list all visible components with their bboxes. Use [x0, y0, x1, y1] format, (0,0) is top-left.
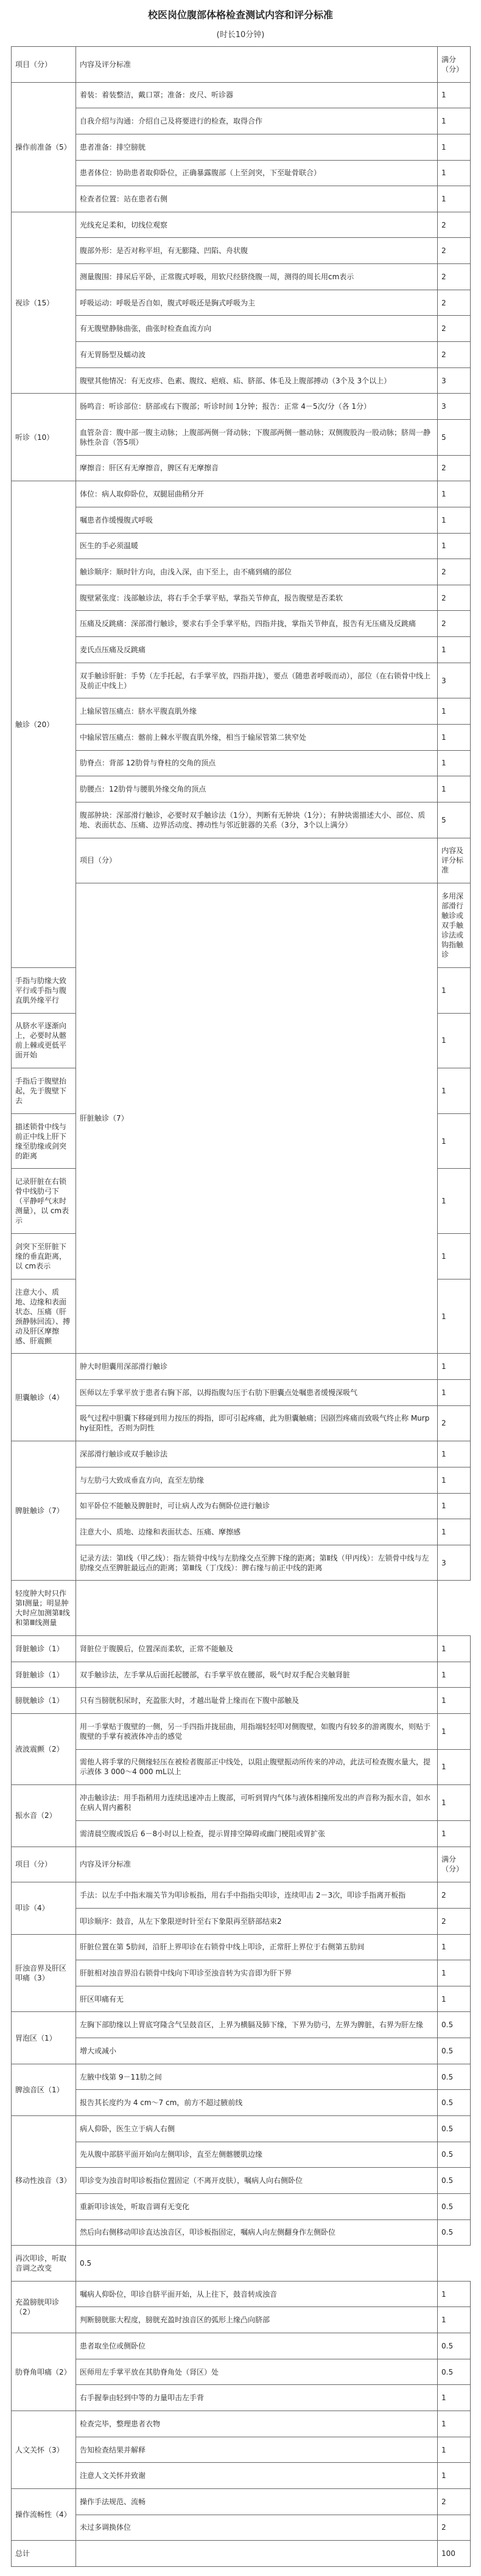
criteria-cell: 如平卧位不能触及脾脏时，可让病人改为右侧卧位进行触诊: [76, 1493, 438, 1519]
criteria-cell: 自我介绍与沟通：介绍自己及将要进行的检查，取得合作: [76, 108, 438, 134]
score-cell: 1: [438, 1662, 471, 1688]
score-cell: 0.5: [438, 2168, 471, 2194]
score-cell: 1: [438, 1749, 471, 1785]
criteria-cell: 手法：以左手中指末端关节为叩诊板指，用右手中指指尖叩诊，连续叩击 2－3次，叩诊手指离开板指: [76, 1882, 438, 1909]
criteria-cell: 有无腹壁静脉曲张，曲张时检查血流方向: [76, 316, 438, 342]
category-cell: 移动性浊音（3）: [12, 2116, 76, 2246]
criteria-cell: 肾脏位于腹膜后，位置深而柔软，正常不能触及: [76, 1636, 438, 1662]
criteria-cell: 医生的手必须温暖: [76, 533, 438, 559]
score-cell: 1: [438, 1519, 471, 1545]
score-cell: 1: [438, 1441, 471, 1467]
header-content: 内容及评分标准: [76, 47, 438, 83]
table-row: [12, 316, 471, 342]
score-cell: 3: [438, 367, 471, 394]
table-row: [12, 238, 471, 264]
score-cell: 1: [438, 1354, 471, 1380]
table-row: [12, 290, 471, 316]
criteria-cell: 吸气过程中胆囊下移碰到用力按压的拇指，即可引起疼痛，此为胆囊触痛；因剧烈疼痛而致吸气终止称 Murphy征阳性，否则为阴性: [76, 1405, 438, 1441]
criteria-cell: 轻度肿大时只作第Ⅰ测量；明显肿大时应加测第Ⅱ线和第Ⅲ线测量: [12, 1581, 76, 1636]
criteria-cell: 肠鸣音：听诊部位：脐部或右下腹部；听诊时间 1分钟；报告：正常 4－5次/分（各 1分）: [76, 394, 438, 420]
criteria-cell: 双手触诊肝脏：手势（左手托起，右手掌平放，四指并拢），要点（随患者呼吸而动），部位（在右锁骨中线上及前正中线上）: [76, 663, 438, 698]
category-cell: 胆囊触诊（4）: [12, 1354, 76, 1441]
score-cell: 1: [438, 967, 471, 1013]
table-row: [12, 2333, 471, 2359]
criteria-cell: 嘱患者作缓慢腹式呼吸: [76, 507, 438, 533]
category-cell: 触诊（20）: [12, 481, 76, 968]
score-cell: 2: [438, 2515, 471, 2541]
criteria-cell: 先从腹中部脐平面开始向左侧叩诊，直至左侧髂腰肌边缘: [76, 2142, 438, 2168]
criteria-cell: 叩诊顺序：鼓音，从左下象限逆时针至右下象限再至脐部结束2: [76, 1908, 438, 1934]
criteria-cell: 患者体位：协助患者取仰卧位，正确暴露腹部（上至剑突，下至耻骨联合）: [76, 160, 438, 186]
criteria-cell: 腹壁紧张度：浅部触诊法，将右手全手掌平贴，掌指关节伸直，报告腹壁是否柔软: [76, 585, 438, 611]
criteria-cell: 压痛及反跳痛：深部滑行触诊，要求右手全手掌平贴，四指并拢，掌指关节伸直，报告有无压痛及反跳痛: [76, 611, 438, 637]
score-cell: 1: [438, 2437, 471, 2463]
score-cell: 1: [438, 1013, 471, 1068]
table-row: [12, 2246, 471, 2282]
table-row: [12, 1354, 471, 1380]
score-cell: 2: [438, 559, 471, 585]
criteria-cell: 摩擦音：肝区有无摩擦音，脾区有无摩擦音: [76, 455, 438, 481]
score-cell: 2: [438, 1908, 471, 1934]
score-cell: 0.5: [438, 2090, 471, 2116]
score-cell: 3: [438, 1545, 471, 1581]
category-cell: 肾脏触诊（1）: [12, 1636, 76, 1662]
table-row: [12, 1882, 471, 1909]
score-cell: 2: [438, 1405, 471, 1441]
table-row: [12, 611, 471, 637]
criteria-cell: 增大或减小: [76, 2038, 438, 2064]
table-row: [12, 2168, 471, 2194]
category-cell: 叩诊（4）: [12, 1882, 76, 1934]
table-row: [12, 212, 471, 238]
criteria-cell: 手指与肋缘大致平行或手指与腹直肌外缘平行: [12, 967, 76, 1013]
criteria-cell: 需清晨空腹或饭后 6－8小时以上检查，提示胃排空障碍或幽门梗阻或胃扩张: [76, 1820, 438, 1847]
category-cell: 听诊（10）: [12, 394, 76, 481]
criteria-cell: 触诊顺序：顺时针方向，由浅入深，由下至上，由不痛到痛的部位: [76, 559, 438, 585]
criteria-cell: 注意大小、质地、边缘和表面状态、压痛（肝颈静脉回流）、搏动及肝区摩擦感、肝震颤: [12, 1279, 76, 1354]
table-row: [12, 507, 471, 533]
criteria-cell: 记录方法：第Ⅰ线（甲乙线）：指左锁骨中线与左肋缘交点至脾下缘的距离；第Ⅱ线（甲丙线）：左锁骨中线与左肋缘交点至脾脏最远点的距离；第Ⅲ线（丁戊线）：脾右缘与前正中线的距离: [76, 1545, 438, 1581]
header-content: 内容及评分标准: [438, 838, 471, 883]
score-cell: 1: [438, 1379, 471, 1405]
criteria-cell: 注意人文关怀并致谢: [76, 2463, 438, 2489]
score-cell: 1: [438, 533, 471, 559]
table-row: [12, 481, 471, 507]
criteria-cell: 然后向右侧移动叩诊直达浊音区，叩诊板指固定，嘱病人向左侧翻身作左侧卧位: [76, 2219, 438, 2246]
criteria-cell: 检查者位置：站在患者右侧: [76, 186, 438, 212]
criteria-cell: 患者准备：排空膀胱: [76, 134, 438, 160]
score-cell: 1: [438, 507, 471, 533]
score-cell: 0.5: [438, 2142, 471, 2168]
table-row: [12, 342, 471, 368]
score-cell: 5: [438, 419, 471, 455]
score-cell: 1: [438, 2307, 471, 2333]
table-row: [12, 134, 471, 160]
criteria-cell: 右手握拳由轻到中等的力量叩击左手背: [76, 2385, 438, 2411]
score-cell: 0.5: [438, 2064, 471, 2090]
score-cell: 1: [438, 108, 471, 134]
criteria-cell: 与左肋弓大致成垂直方向，直至左肋缘: [76, 1467, 438, 1493]
score-cell: 1: [438, 1169, 471, 1234]
score-cell: 2: [438, 290, 471, 316]
score-cell: 1: [438, 637, 471, 663]
table-row: [12, 637, 471, 663]
table-row: [12, 1960, 471, 1986]
score-cell: 1: [438, 2463, 471, 2489]
table-row: [12, 1405, 471, 1441]
table-row: [12, 2488, 471, 2515]
criteria-cell: 上输尿管压痛点：脐水平腹直肌外缘: [76, 698, 438, 725]
table-row: [12, 455, 471, 481]
table-row: [12, 419, 471, 455]
table-row: [12, 750, 471, 776]
table-row: [12, 1636, 471, 1662]
total-row: [12, 2541, 471, 2567]
criteria-cell: 肋腰点：12肋骨与腰肌外缘交角的顶点: [76, 776, 438, 802]
score-cell: 2: [438, 611, 471, 637]
score-cell: 1: [438, 776, 471, 802]
table-row: [12, 2359, 471, 2385]
total-score: 100: [438, 2541, 471, 2567]
criteria-cell: 测量腹围：排尿后平卧，正常腹式呼吸，用软尺经脐绕腹一周，测得的周长用cm表示: [76, 264, 438, 290]
header-item: 项目（分）: [12, 47, 76, 83]
criteria-cell: 腹部外形：是否对称平坦，有无膨隆、凹陷、舟状腹: [76, 238, 438, 264]
criteria-cell: 只有当膀胱积尿时，充盈胀大时，才越出耻骨上缘而在下腹中部触及: [76, 1688, 438, 1714]
table-row: [12, 160, 471, 186]
criteria-cell: 光线充足柔和，切线位观察: [76, 212, 438, 238]
table-header-row: [12, 1847, 471, 1882]
criteria-cell: 叩诊变为浊音时叩诊板指位置固定（不离开皮肤），嘱病人向右侧卧位: [76, 2168, 438, 2194]
table-row: [12, 559, 471, 585]
criteria-cell: 腹部肿块：深部滑行触诊，必要时双手触诊法（1分），判断有无肿块（1分）；有肿块需描述大小、部位、质地、表面状态、压痛、边界活动度、搏动性与邻近脏器的关系（3分，3个以上满分）: [76, 802, 438, 838]
criteria-cell: 病人仰卧，医生立于病人右侧: [76, 2116, 438, 2142]
table-row: [12, 585, 471, 611]
score-cell: 1: [438, 1068, 471, 1114]
table-row: [12, 1441, 471, 1467]
score-cell: 0.5: [438, 2219, 471, 2246]
category-cell: 肾脏触诊（1）: [12, 1662, 76, 1688]
category-cell: 膀胱触诊（1）: [12, 1688, 76, 1714]
criteria-cell: 需他人将手掌的尺侧缘轻压在被检者腹部正中线处，以阻止腹壁振动所传来的冲动，此法可检查腹水量大，提示液体 3 000～4 000 mL以上: [76, 1749, 438, 1785]
header-item: 项目（分）: [76, 838, 438, 883]
table-row: [12, 725, 471, 751]
criteria-cell: 操作手法规范、流畅: [76, 2488, 438, 2515]
score-cell: 1: [438, 1493, 471, 1519]
table-row: [12, 1934, 471, 1960]
score-cell: 1: [438, 1688, 471, 1714]
score-cell: 2: [438, 316, 471, 342]
table-row: [12, 1820, 471, 1847]
criteria-cell: 着装：着装整洁，戴口罩；准备：皮尺、听诊器: [76, 82, 438, 108]
score-cell: 0.5: [438, 2116, 471, 2142]
score-cell: 1: [438, 1113, 471, 1169]
criteria-cell: 肝区叩痛有无: [76, 1986, 438, 2012]
score-cell: 0.5: [438, 2333, 471, 2359]
table-row: [12, 2385, 471, 2411]
score-cell: 1: [438, 160, 471, 186]
score-cell: 2: [438, 238, 471, 264]
category-cell: 肝脏触诊（7）: [76, 883, 438, 1354]
table-row: [12, 2064, 471, 2090]
table-row: [12, 82, 471, 108]
criteria-cell: 剑突下至肝脏下缘的垂直距离，以 cm表示: [12, 1234, 76, 1279]
criteria-cell: 告知检查结果并解释: [76, 2437, 438, 2463]
criteria-cell: 中输尿管压痛点：髂前上棘水平腹直肌外缘，相当于输尿管第二狭窄处: [76, 725, 438, 751]
category-cell: 振水音（2）: [12, 1785, 76, 1847]
table-row: [12, 1519, 471, 1545]
table-row: [12, 1749, 471, 1785]
table-row: [12, 1493, 471, 1519]
table-row: [12, 186, 471, 212]
header-item: 项目（分）: [12, 1847, 76, 1882]
table-row: [12, 1714, 471, 1750]
criteria-cell: 肋脊点：背部 12肋骨与脊柱的交角的顶点: [76, 750, 438, 776]
score-cell: 2: [438, 2488, 471, 2515]
score-cell: 2: [438, 585, 471, 611]
table-header-row: [12, 838, 471, 883]
criteria-cell: 冲击触诊法：用手指稍用力连续迅速冲击上腹部，可听到胃内气体与液体相撞所发出的声音称为振水音，如水在病人胃内蓄积: [76, 1785, 438, 1821]
table-row: [12, 1688, 471, 1714]
score-cell: 3: [438, 663, 471, 698]
criteria-cell: 左胸下部肋缘以上胃底穹隆含气呈鼓音区，上界为横膈及肺下缘，下界为肋弓，左界为脾脏，右界为肝左缘: [76, 2012, 438, 2038]
score-cell: 0.5: [76, 2246, 438, 2282]
score-cell: 2: [438, 264, 471, 290]
criteria-cell: 血管杂音：腹中部一腹主动脉；上腹部两侧一肾动脉；下腹部两侧一髂动脉；双侧腹股沟一股动脉；脐周一静脉性杂音（答5项）: [76, 419, 438, 455]
category-cell: 操作流畅性（4）: [12, 2488, 76, 2540]
criteria-cell: 深部滑行触诊或双手触诊法: [76, 1441, 438, 1467]
category-cell: 胃泡区（1）: [12, 2012, 76, 2064]
criteria-cell: 检查完毕，整理患者衣物: [76, 2411, 438, 2437]
table-row: [12, 2193, 471, 2219]
score-cell: 0.5: [438, 2012, 471, 2038]
score-cell: 1: [438, 481, 471, 507]
score-cell: 1: [438, 1986, 471, 2012]
criteria-cell: 描述锁骨中线与前正中线上肝下缘至肋缘或剑突的距离: [12, 1113, 76, 1169]
criteria-cell: 判断膀胱胀大程度，膀胱充盈时浊音区的弧形上缘凸向脐部: [76, 2307, 438, 2333]
criteria-cell: 注意大小、质地、边缘和表面状态、压痛、摩擦感: [76, 1519, 438, 1545]
score-cell: 0.5: [438, 2359, 471, 2385]
score-cell: 2: [438, 455, 471, 481]
score-cell: 2: [438, 212, 471, 238]
criteria-cell: 肿大时胆囊用深部滑行触诊: [76, 1354, 438, 1380]
score-cell: 1: [438, 1234, 471, 1279]
score-cell: 1: [438, 2411, 471, 2437]
category-cell: 视诊（15）: [12, 212, 76, 393]
table-row: [12, 776, 471, 802]
criteria-cell: 嘱病人仰卧位，叩诊自脐平面开始，从上往下，鼓音转成浊音: [76, 2281, 438, 2307]
category-cell: 人文关怀（3）: [12, 2411, 76, 2489]
score-cell: 1: [438, 82, 471, 108]
header-content: 内容及评分标准: [76, 1847, 438, 1882]
table-row: [12, 2219, 471, 2246]
criteria-cell: 多用深部滑行触诊或双手触诊法或钩指触诊: [438, 883, 471, 968]
table-row: [12, 2116, 471, 2142]
criteria-cell: 肝脏相对浊音界沿右锁骨中线向下叩诊至浊音转为实音即为肝下界: [76, 1960, 438, 1986]
score-cell: 1: [438, 1785, 471, 1821]
table-header-row: [12, 47, 471, 83]
table-row: [12, 533, 471, 559]
criteria-cell: 呼吸运动：呼吸是否自如，腹式呼吸还是胸式呼吸为主: [76, 290, 438, 316]
table-row: [12, 698, 471, 725]
criteria-cell: 再次叩诊，听取音调之改变: [12, 2246, 76, 2282]
table-row: [12, 2307, 471, 2333]
table-row: [12, 802, 471, 838]
criteria-cell: 双手触诊法，左手掌从后面托起腰部，右手掌平放在腰部，吸气时双手配合夹触肾脏: [76, 1662, 438, 1688]
table-row: [12, 1467, 471, 1493]
document-title: 校医岗位腹部体格检查测试内容和评分标准: [147, 9, 333, 21]
score-cell: 2: [438, 342, 471, 368]
score-cell: 1: [438, 2281, 471, 2307]
score-cell: 1: [438, 186, 471, 212]
criteria-cell: 未过多调换体位: [76, 2515, 438, 2541]
score-cell: 1: [438, 725, 471, 751]
table-row: [12, 1545, 471, 1581]
criteria-cell: 报告其长度约为 4 cm～7 cm，前方不超过腋前线: [76, 2090, 438, 2116]
table-row: [12, 1986, 471, 2012]
table-row: [12, 2281, 471, 2307]
score-cell: [76, 1581, 438, 1636]
table-row: [12, 1379, 471, 1405]
score-cell: 2: [438, 1882, 471, 1909]
criteria-cell: 用一手掌贴于腹壁的一侧，另一手四指并拢屈曲，用指端轻轻叩对侧腹壁，如腹内有较多的游离腹水，则贴于腹壁的手掌有被液体冲击的感觉: [76, 1714, 438, 1750]
score-cell: 1: [438, 1820, 471, 1847]
criteria-cell: 麦氏点压痛及反跳痛: [76, 637, 438, 663]
criteria-cell: 左腋中线第 9－11肋之间: [76, 2064, 438, 2090]
criteria-cell: 记录肝脏在右锁骨中线肋弓下（平静呼气末时测量），以 cm表示: [12, 1169, 76, 1234]
score-cell: 1: [438, 1960, 471, 1986]
table-row: [12, 2012, 471, 2038]
criteria-cell: 肝脏位置在第 5肋间，沿肝上界叩诊在右锁骨中线上叩诊，正常肝上界位于右侧第五肋间: [76, 1934, 438, 1960]
category-cell: 液波震颤（2）: [12, 1714, 76, 1785]
category-cell: 肝浊音界及肝区叩痛（3）: [12, 1934, 76, 2012]
table-row: [12, 2411, 471, 2437]
category-cell: 操作前准备（5）: [12, 82, 76, 212]
criteria-cell: 患者取坐位或侧卧位: [76, 2333, 438, 2359]
total-content: [76, 2541, 438, 2567]
header-score: 满分（分）: [438, 1847, 471, 1882]
category-cell: 充盈膀胱叩诊（2）: [12, 2281, 76, 2333]
score-cell: 0.5: [438, 2193, 471, 2219]
criteria-cell: 腹壁其他情况：有无皮疹、色素、腹纹、疤痕、疝、脐部、体毛及上腹部搏动（3个及 3个以上）: [76, 367, 438, 394]
table-row: [12, 1785, 471, 1821]
table-row: [12, 2515, 471, 2541]
total-label: 总计: [12, 2541, 76, 2567]
score-cell: 1: [438, 1714, 471, 1750]
score-cell: 1: [438, 134, 471, 160]
table-row: [12, 1908, 471, 1934]
category-cell: 脾脏触诊（7）: [12, 1441, 76, 1581]
score-cell: 1: [438, 1467, 471, 1493]
criteria-cell: 体位：病人取仰卧位，双腿屈曲稍分开: [76, 481, 438, 507]
criteria-cell: 从脐水平逐渐向上，必要时从髂前上棘或更低平面开始: [12, 1013, 76, 1068]
score-cell: 1: [438, 1934, 471, 1960]
score-cell: 5: [438, 802, 471, 838]
document-subtitle: (时长10分钟): [216, 30, 265, 40]
score-cell: 1: [438, 1279, 471, 1354]
category-cell: 肋脊角叩痛（2）: [12, 2333, 76, 2411]
table-row: [12, 264, 471, 290]
criteria-cell: 有无胃肠型及蠕动波: [76, 342, 438, 368]
table-row: [12, 394, 471, 420]
table-row: [12, 1662, 471, 1688]
scoring-table: [11, 46, 471, 2567]
category-cell: 脾浊音区（1）: [12, 2064, 76, 2115]
criteria-cell: 医师以左手掌平放于患者右胸下部，以拇指腹勾压于右肋下胆囊点处嘱患者缓慢深吸气: [76, 1379, 438, 1405]
table-row: [12, 883, 471, 968]
header-score: 满分（分）: [438, 47, 471, 83]
table-row: [12, 108, 471, 134]
criteria-cell: 手指后于腹壁抬起，先于腹壁下去: [12, 1068, 76, 1114]
criteria-cell: 重新叩诊该处，听取音调有无变化: [76, 2193, 438, 2219]
score-cell: 0.5: [438, 2038, 471, 2064]
table-row: [12, 663, 471, 698]
score-cell: 1: [438, 698, 471, 725]
table-row: [12, 2463, 471, 2489]
table-row: [12, 2437, 471, 2463]
table-row: [12, 1581, 471, 1636]
table-row: [12, 2038, 471, 2064]
table-row: [12, 2142, 471, 2168]
criteria-cell: 医师用左手掌平放在其肋脊角处（肾区）处: [76, 2359, 438, 2385]
table-row: [12, 367, 471, 394]
table-row: [12, 2090, 471, 2116]
score-cell: 3: [438, 394, 471, 420]
score-cell: 1: [438, 1636, 471, 1662]
score-cell: 1: [438, 750, 471, 776]
score-cell: 1: [438, 2385, 471, 2411]
